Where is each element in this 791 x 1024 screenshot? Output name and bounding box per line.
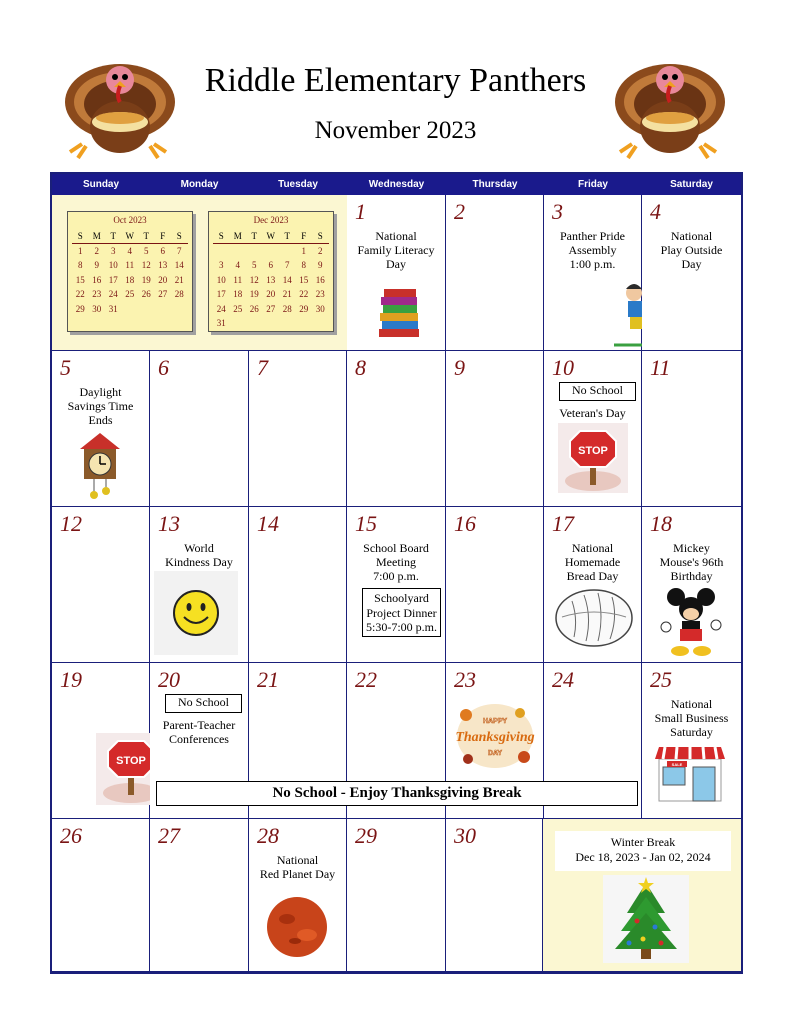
winter-break-cell xyxy=(543,819,741,972)
mini-calendar-week-row xyxy=(72,244,188,259)
mini-calendar-date: 30 xyxy=(92,303,102,314)
event-line: Savings Time xyxy=(67,399,134,413)
mini-calendar-date: 15 xyxy=(75,274,85,285)
event-line: Assembly xyxy=(568,243,617,257)
no-school-label: No School xyxy=(165,694,242,713)
mini-calendar-date: 26 xyxy=(141,289,151,299)
mars-planet-icon xyxy=(265,895,329,959)
event-line: Family Literacy xyxy=(357,243,435,257)
weekday-wednesday: Wednesday xyxy=(368,179,425,190)
mini-calendar-date: 31 xyxy=(216,318,226,328)
mini-calendar-date xyxy=(230,316,247,331)
mini-calendar-weekday: M xyxy=(233,231,242,241)
mini-calendar-date: 8 xyxy=(78,260,83,270)
mini-calendar-oct xyxy=(67,211,193,332)
day-cell-15 xyxy=(347,507,446,663)
event-line: Schoolyard xyxy=(374,591,429,605)
event-line: 7:00 p.m. xyxy=(373,569,419,583)
event-line: Homemade xyxy=(564,555,621,569)
event-line: School Board xyxy=(363,541,429,555)
mini-calendar-week-row xyxy=(213,273,329,288)
turkey-icon xyxy=(62,52,178,164)
day-cell-28 xyxy=(249,819,347,972)
mini-calendar-date xyxy=(246,316,263,331)
mini-calendar-date: 2 xyxy=(94,245,99,256)
mini-calendar-date xyxy=(138,302,155,317)
mini-calendar-week-row xyxy=(72,302,188,317)
mini-calendar-date: 21 xyxy=(282,289,292,299)
page-title: Riddle Elementary Panthers xyxy=(204,62,587,99)
winter-break-title: Winter Break xyxy=(610,835,676,849)
day-cell-9 xyxy=(446,351,544,507)
day-number: 6 xyxy=(158,355,169,380)
mini-calendar-weekday: F xyxy=(160,231,166,241)
day-number: 1 xyxy=(355,199,366,224)
event-line: National xyxy=(670,229,713,243)
day-number: 3 xyxy=(552,199,563,224)
mini-calendar-weekday: T xyxy=(143,231,149,241)
weekday-sunday: Sunday xyxy=(82,179,120,190)
mini-calendar-grid xyxy=(213,229,329,331)
event-line: 1:00 p.m. xyxy=(569,257,616,271)
day-cell-3 xyxy=(544,195,642,351)
mini-calendar-date xyxy=(296,316,313,331)
event-line: Meeting xyxy=(376,555,416,569)
event-line: Saturday xyxy=(670,725,713,739)
mini-calendar-date: 15 xyxy=(299,274,309,285)
mini-calendar-weekday: S xyxy=(317,231,323,241)
mini-calendar-date: 13 xyxy=(158,260,168,270)
event-line: Day xyxy=(681,257,702,271)
mini-calendar-date: 18 xyxy=(125,274,135,285)
mini-calendar-date: 6 xyxy=(268,260,273,270)
stop-sign-icon xyxy=(558,423,628,493)
turkey-icon xyxy=(612,52,728,164)
day-number: 8 xyxy=(355,355,366,380)
books-icon xyxy=(377,287,421,339)
mini-calendar-date: 25 xyxy=(125,289,135,299)
day-cell-16 xyxy=(446,507,544,663)
event-line: National xyxy=(375,229,417,243)
christmas-tree-icon xyxy=(603,875,689,963)
cuckoo-clock-icon xyxy=(78,431,122,503)
event-line: Birthday xyxy=(670,569,713,583)
mini-calendar-date xyxy=(263,244,280,259)
event-line: National xyxy=(276,853,319,867)
day-cell-6 xyxy=(150,351,249,507)
mini-calendar-week-row xyxy=(72,287,188,302)
mini-calendar-date: 9 xyxy=(318,260,323,270)
mini-calendar-weekday: S xyxy=(176,231,182,241)
mini-calendar-date: 14 xyxy=(174,260,184,270)
mini-calendar-date: 5 xyxy=(252,260,257,270)
day-cell-17 xyxy=(544,507,642,663)
mini-calendar-date: 28 xyxy=(282,303,292,314)
mini-calendar-weekday: T xyxy=(110,231,116,241)
page-subtitle: November 2023 xyxy=(314,117,477,144)
mini-calendar-date: 8 xyxy=(301,260,306,270)
weekday-header xyxy=(52,174,741,195)
event-line: Parent-Teacher xyxy=(162,718,236,732)
weekday-friday: Friday xyxy=(577,179,608,190)
mini-calendar-weekday: W xyxy=(266,231,275,241)
event-line: Mickey xyxy=(673,541,710,555)
day-cell-10 xyxy=(544,351,642,507)
mini-calendar-date: 27 xyxy=(158,289,168,299)
event-line: National xyxy=(571,541,614,555)
calendar-grid xyxy=(50,172,743,974)
mini-calendar-date: 6 xyxy=(160,245,165,256)
event-line: Mouse's 96th xyxy=(659,555,724,569)
mini-calendar-week-row xyxy=(213,316,329,331)
day-cell-5 xyxy=(52,351,150,507)
mini-calendar-date: 2 xyxy=(318,245,323,256)
day-cell-1 xyxy=(347,195,446,351)
mini-calendars xyxy=(52,195,348,351)
event-line: Veteran's Day xyxy=(559,406,626,420)
mini-calendar-date: 17 xyxy=(216,289,226,299)
stop-sign-text: STOP xyxy=(578,445,608,457)
mini-calendar-date: 29 xyxy=(75,303,85,314)
mini-calendar-date xyxy=(230,244,247,259)
mini-calendar-title: Dec 2023 xyxy=(253,215,289,225)
day-number: 11 xyxy=(650,355,671,380)
winter-break-dates: Dec 18, 2023 - Jan 02, 2024 xyxy=(575,850,711,864)
mini-calendar-date xyxy=(312,316,329,331)
event-line: Panther Pride xyxy=(560,229,625,243)
mini-calendar-date: 7 xyxy=(177,245,182,256)
mini-calendar-date: 3 xyxy=(111,245,116,256)
mini-calendar-date: 17 xyxy=(108,274,118,285)
day-number: 30 xyxy=(454,823,476,848)
day-cell-25 xyxy=(642,663,741,819)
mini-calendar-date: 14 xyxy=(282,274,292,285)
day-number: 20 xyxy=(158,667,180,692)
day-number: 27 xyxy=(158,823,180,848)
badge-text: DAY xyxy=(487,750,503,757)
mini-calendar-date xyxy=(246,244,263,259)
bread-loaf-icon xyxy=(554,587,634,649)
smiley-face-icon xyxy=(154,571,238,655)
event-line: Conferences xyxy=(169,732,229,746)
event-line: National xyxy=(670,697,713,711)
mini-calendar-date: 27 xyxy=(266,303,276,314)
mini-calendar-date: 5 xyxy=(144,245,149,256)
mini-calendar-date: 20 xyxy=(158,274,168,285)
event-line: World xyxy=(184,541,214,555)
day-cell-11 xyxy=(642,351,741,507)
mini-calendar-date: 18 xyxy=(233,289,243,299)
mini-calendar-date: 11 xyxy=(233,274,243,285)
mini-calendar-week-row xyxy=(72,258,188,273)
day-number: 29 xyxy=(355,823,377,848)
day-cell-4 xyxy=(642,195,741,351)
mini-calendar-weekday: T xyxy=(284,231,290,241)
day-number: 26 xyxy=(60,823,82,848)
mini-calendar-date: 1 xyxy=(301,245,306,256)
mini-calendar-date: 13 xyxy=(266,274,276,285)
day-number: 5 xyxy=(60,355,71,380)
badge-text: HAPPY xyxy=(482,718,508,725)
day-cell-8 xyxy=(347,351,446,507)
mini-calendar-weekday: F xyxy=(301,231,307,241)
day-number: 28 xyxy=(257,823,279,848)
mini-calendar-date xyxy=(171,302,188,317)
storefront-icon xyxy=(655,745,725,803)
day-cell-12 xyxy=(52,507,150,663)
weekday-thursday: Thursday xyxy=(472,179,518,190)
mini-calendar-weekday-row xyxy=(72,229,188,244)
winter-break-box xyxy=(555,831,731,871)
weekday-tuesday: Tuesday xyxy=(278,179,318,190)
mini-calendar-date: 24 xyxy=(108,289,118,299)
day-number: 19 xyxy=(60,667,82,692)
mini-calendar-date: 29 xyxy=(299,303,309,314)
mini-calendar-date: 9 xyxy=(94,260,99,270)
day-number: 14 xyxy=(257,511,279,536)
day-number: 23 xyxy=(454,667,476,692)
day-number: 13 xyxy=(158,511,180,536)
mini-calendar-date xyxy=(122,302,139,317)
mini-calendar-dec xyxy=(208,211,334,332)
day-cell-2 xyxy=(446,195,544,351)
mini-calendar-weekday: S xyxy=(218,231,224,241)
mini-calendar-week-row xyxy=(213,244,329,259)
mini-calendar-date: 22 xyxy=(75,289,85,299)
day-number: 22 xyxy=(355,667,377,692)
day-cell-7 xyxy=(249,351,347,507)
mini-calendar-date: 10 xyxy=(108,260,118,270)
mini-calendar-date: 22 xyxy=(299,289,309,299)
mini-calendar-date xyxy=(279,316,296,331)
mickey-mouse-icon xyxy=(658,587,724,659)
store-sign-text: SALE xyxy=(671,762,683,767)
day-cell-14 xyxy=(249,507,347,663)
mini-calendar-date: 4 xyxy=(127,245,132,256)
mini-calendar-weekday: T xyxy=(251,231,257,241)
event-line: Project Dinner xyxy=(366,605,437,620)
mini-calendar-date: 23 xyxy=(315,289,325,299)
day-cell-18 xyxy=(642,507,741,663)
day-number: 17 xyxy=(552,511,574,536)
event-line: Red Planet Day xyxy=(259,867,336,881)
event-line: Play Outside xyxy=(660,243,723,257)
day-cell-27 xyxy=(150,819,249,972)
mini-calendar-date: 12 xyxy=(141,260,151,270)
event-line: Day xyxy=(386,257,406,271)
thanksgiving-break-banner: No School - Enjoy Thanksgiving Break xyxy=(156,781,638,806)
mini-calendar-date: 20 xyxy=(266,289,276,299)
mini-calendar-grid xyxy=(72,229,188,316)
day-cell-13 xyxy=(150,507,249,663)
mini-calendar-date: 3 xyxy=(219,260,224,270)
mini-calendar-weekday: S xyxy=(77,231,83,241)
mini-calendar-weekday: M xyxy=(92,231,101,241)
day-number: 9 xyxy=(454,355,465,380)
day-number: 4 xyxy=(650,199,661,224)
event-line: Kindness Day xyxy=(165,555,233,569)
day-number: 15 xyxy=(355,511,377,536)
mini-calendar-date: 19 xyxy=(141,274,151,285)
mini-calendar-date: 28 xyxy=(174,289,184,299)
weekday-saturday: Saturday xyxy=(670,179,713,190)
mini-calendar-date xyxy=(155,302,172,317)
day-number: 21 xyxy=(257,667,279,692)
mini-calendar-weekday: W xyxy=(125,231,134,241)
day-cell-30 xyxy=(446,819,543,972)
day-number: 2 xyxy=(454,199,465,224)
mini-calendar-date xyxy=(263,316,280,331)
thanksgiving-badge-icon xyxy=(454,701,536,771)
schoolyard-dinner-box xyxy=(362,588,441,637)
mini-calendar-date: 16 xyxy=(315,274,325,285)
weekday-monday: Monday xyxy=(180,179,219,190)
day-number: 12 xyxy=(60,511,82,536)
day-number: 10 xyxy=(552,355,574,380)
mini-calendar-week-row xyxy=(213,258,329,273)
no-school-label: No School xyxy=(559,382,636,401)
badge-text: Thanksgiving xyxy=(455,730,535,745)
day-number: 18 xyxy=(650,511,672,536)
mini-calendar-date: 23 xyxy=(92,289,102,299)
mini-calendar-date: 25 xyxy=(233,303,243,314)
day-number: 24 xyxy=(552,667,574,692)
event-line: Ends xyxy=(88,413,113,427)
mini-calendar-date: 11 xyxy=(125,260,135,270)
mini-calendar-date: 7 xyxy=(285,260,290,270)
mini-calendar-date: 30 xyxy=(315,303,325,314)
mini-calendar-date: 19 xyxy=(249,289,259,299)
mini-calendar-week-row xyxy=(213,302,329,317)
mini-calendar-date: 26 xyxy=(249,303,259,314)
mini-calendar-date: 16 xyxy=(92,274,102,285)
mini-calendar-date: 1 xyxy=(78,245,83,256)
mini-calendar-title: Oct 2023 xyxy=(113,215,147,225)
mini-calendar-date: 31 xyxy=(108,303,118,314)
day-cell-29 xyxy=(347,819,446,972)
mini-calendar-week-row xyxy=(72,273,188,288)
event-line: Daylight xyxy=(79,385,122,399)
mini-calendar-date: 4 xyxy=(235,260,240,270)
day-number: 25 xyxy=(650,667,672,692)
mini-calendar-date: 10 xyxy=(216,274,226,285)
day-cell-26 xyxy=(52,819,150,972)
event-line: Small Business xyxy=(654,711,729,725)
mini-calendar-weekday-row xyxy=(213,229,329,244)
stop-sign-text: STOP xyxy=(116,755,146,767)
day-cell-19 xyxy=(52,663,150,819)
mini-calendar-date: 12 xyxy=(249,274,259,285)
mini-calendar-date xyxy=(279,244,296,259)
day-number: 16 xyxy=(454,511,476,536)
day-number: 7 xyxy=(257,355,268,380)
mini-calendar-date xyxy=(213,244,230,259)
mini-calendar-date: 21 xyxy=(174,274,184,285)
mini-calendar-week-row xyxy=(213,287,329,302)
event-line: 5:30-7:00 p.m. xyxy=(366,620,437,634)
event-line: Bread Day xyxy=(566,569,619,583)
mini-calendar-date: 24 xyxy=(216,303,226,314)
